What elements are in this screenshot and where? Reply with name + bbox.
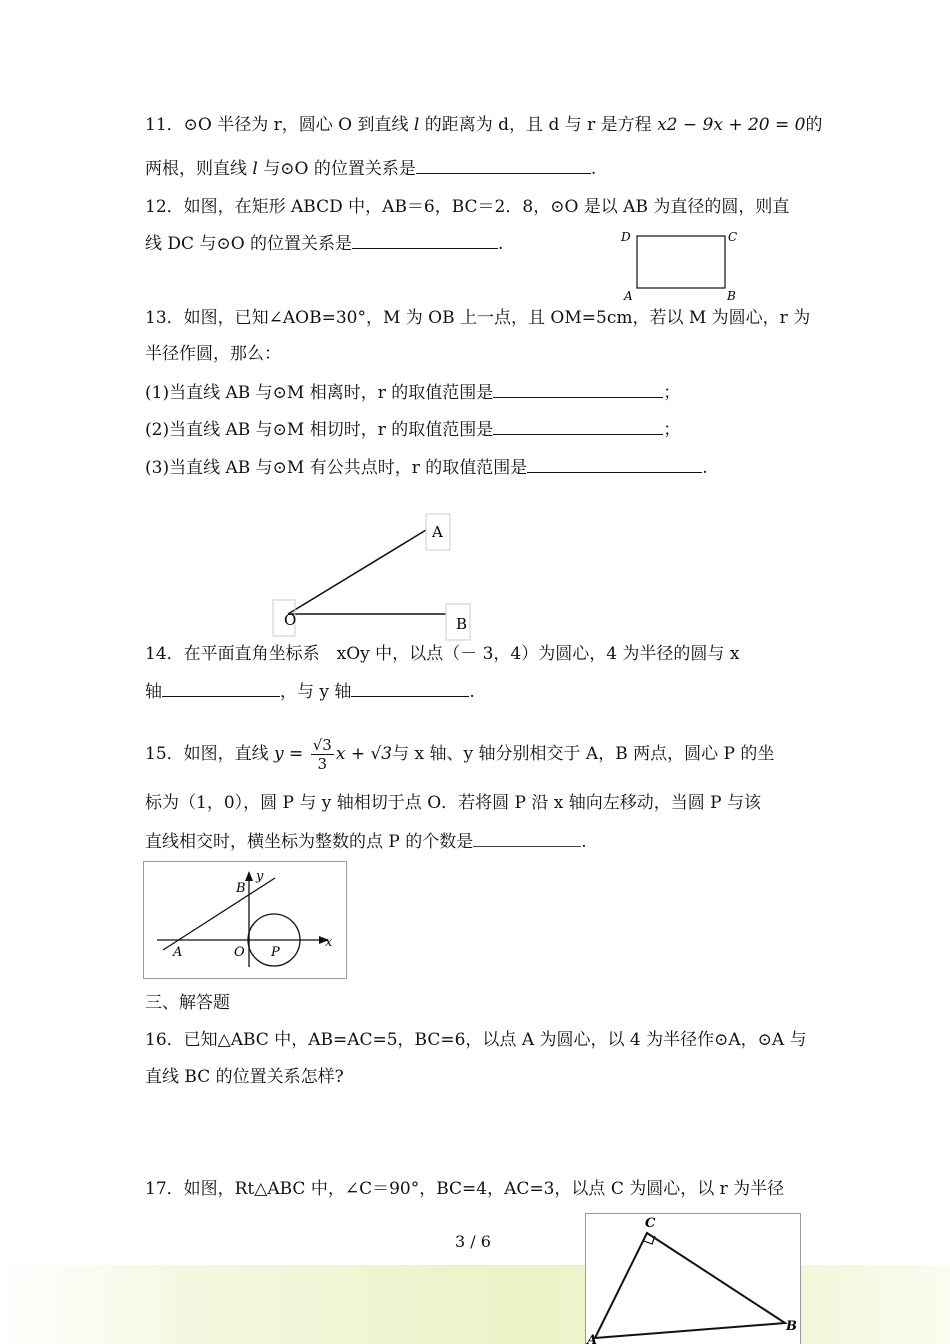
q11-answer-blank[interactable]	[416, 157, 591, 174]
label-p: P	[271, 945, 280, 960]
q15-eq-y: y =	[274, 744, 304, 764]
q15-coordinate-figure	[143, 861, 347, 979]
label-c: C	[728, 230, 738, 244]
q13-sub3	[145, 456, 708, 479]
figure-border	[144, 862, 347, 979]
q12-text: 线 DC 与⊙O 的位置关系是	[145, 234, 353, 254]
q11-text-a: 11．⊙O 半径为 r，圆心 O 到直线	[145, 115, 409, 135]
q15-line3	[145, 830, 587, 853]
q12-rectangle-figure	[615, 226, 745, 306]
q14-x-axis-blank[interactable]	[162, 680, 280, 697]
q11-text-d: 两根，则直线	[145, 159, 247, 179]
q17-line1: 17．如图，Rt△ABC 中，∠C＝90°，BC=4，AC=3，以点 C 为圆心，以 r 为半径	[145, 1179, 785, 1199]
label-b: B	[236, 881, 246, 896]
q13-sub1-end: ；	[663, 383, 681, 403]
page-number: 3 / 6	[455, 1232, 491, 1251]
q13-sub1	[145, 381, 680, 404]
q14-text-b: ，与 y 轴	[280, 682, 352, 702]
label-a: A	[624, 289, 633, 303]
q13-line2: 半径作圆，那么：	[145, 344, 281, 364]
label-c: C	[645, 1216, 656, 1231]
q15-answer-blank[interactable]	[473, 830, 581, 847]
q12-answer-blank[interactable]	[352, 232, 498, 249]
q11-period: .	[590, 159, 597, 179]
q11-var-l-2: l	[252, 159, 258, 179]
q13-sub2	[145, 418, 680, 441]
q11-var-l: l	[413, 115, 420, 135]
q13-sub3-text: (3)当直线 AB 与⊙M 有公共点时，r 的取值范围是	[145, 458, 528, 478]
q14-line2	[145, 680, 475, 703]
rectangle-abcd	[637, 236, 725, 288]
q14-period: .	[469, 682, 475, 702]
q16-line1: 16．已知△ABC 中，AB=AC=5，BC=6，以点 A 为圆心，以 4 为半径作⊙A，⊙A 与	[145, 1030, 807, 1050]
q13-sub3-end: .	[702, 458, 708, 478]
q13-sub2-blank[interactable]	[493, 418, 663, 435]
q15-suffix: 与 x 轴、y 轴分别相交于 A，B 两点，圆心 P 的坐	[392, 744, 775, 764]
section-heading: 三、解答题	[145, 993, 230, 1013]
q11-line1	[145, 114, 823, 136]
label-a: A	[587, 1333, 598, 1344]
q11-text-b: 的距离为 d，且 d 与 r 是方程	[424, 115, 652, 135]
q13-sub2-text: (2)当直线 AB 与⊙M 相切时，r 的取值范围是	[145, 420, 494, 440]
q14-text-a: 轴	[145, 682, 162, 702]
q14-line1: 14．在平面直角坐标系 xOy 中，以点（－ 3，4）为圆心，4 为半径的圆与 x	[145, 644, 740, 664]
q12-period: .	[498, 234, 504, 254]
q12-line2	[145, 232, 503, 255]
q13-sub2-end: ；	[663, 420, 681, 440]
label-b: B	[727, 289, 736, 303]
q13-sub1-text: (1)当直线 AB 与⊙M 相离时，r 的取值范围是	[145, 383, 494, 403]
label-b: B	[456, 615, 468, 633]
q13-sub3-blank[interactable]	[527, 456, 702, 473]
q15-line3-text: 直线相交时，横坐标为整数的点 P 的个数是	[145, 832, 474, 852]
q13-sub1-blank[interactable]	[493, 381, 663, 398]
label-o: O	[234, 945, 245, 960]
q11-text-c: 的	[805, 115, 823, 135]
label-b: B	[786, 1319, 797, 1334]
q15-fraction	[311, 736, 334, 773]
q13-line1: 13．如图，已知∠AOB=30°，M 为 OB 上一点，且 OM=5cm，若以 M 为圆心，r 为	[145, 308, 811, 328]
q15-line2: 标为（1，0），圆 P 与 y 轴相切于点 O．若将圆 P 沿 x 轴向左移动，当圆 P 与该	[145, 793, 762, 813]
label-y: y	[256, 869, 264, 884]
q11-text-e: 与⊙O 的位置关系是	[263, 159, 416, 179]
q17-triangle-figure	[585, 1213, 801, 1344]
ray-oa	[288, 530, 426, 614]
label-a: A	[432, 523, 443, 541]
label-o: O	[284, 611, 297, 629]
q15-line1	[145, 736, 774, 773]
q16-line2: 直线 BC 的位置关系怎样?	[145, 1067, 344, 1087]
q11-equation: x2 − 9x + 20 = 0	[657, 115, 806, 135]
label-d: D	[621, 230, 631, 244]
label-x: x	[325, 935, 333, 950]
q14-y-axis-blank[interactable]	[351, 680, 469, 697]
q15-frac-den: 3	[317, 755, 328, 773]
q12-line1: 12．如图，在矩形 ABCD 中，AB＝6，BC＝2．8，⊙O 是以 AB 为直径的圆，则直	[145, 197, 790, 217]
q15-prefix: 15．如图，直线	[145, 744, 269, 764]
footer-band	[0, 1265, 950, 1344]
q13-angle-figure	[270, 508, 480, 643]
q15-frac-num: √3	[312, 736, 332, 754]
q15-period: .	[581, 832, 587, 852]
q15-eq-tail: x + √3	[335, 744, 393, 764]
label-a: A	[173, 945, 183, 960]
q11-line2	[145, 157, 596, 180]
